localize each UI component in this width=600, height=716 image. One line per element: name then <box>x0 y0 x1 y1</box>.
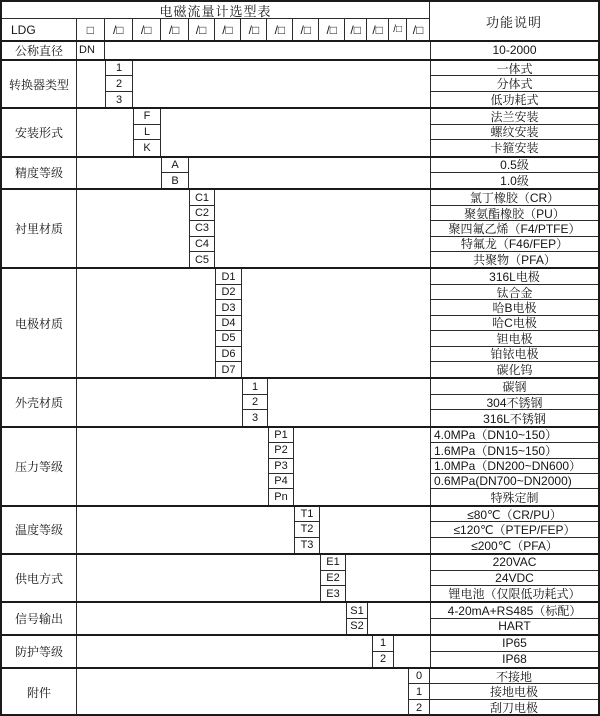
desc-cell: 钛合金 <box>431 285 598 300</box>
header-left <box>2 2 430 40</box>
desc-cell: 1.0级 <box>500 174 529 189</box>
model-digit-box: /□ <box>319 19 345 40</box>
model-digit-box: /□ <box>389 19 407 40</box>
code-cell: E2 <box>321 571 345 586</box>
code-cell: E1 <box>321 555 345 570</box>
code-cell: L <box>134 125 160 140</box>
desc-cell: 共聚物（PFA） <box>473 253 556 268</box>
filler <box>215 190 430 267</box>
code-cell: 3 <box>251 411 259 424</box>
code-cell: D4 <box>216 316 241 331</box>
model-digit-box: /□ <box>367 19 389 40</box>
code-cell: D5 <box>216 331 241 346</box>
desc-cell: 碳化钨 <box>496 363 533 378</box>
block-liner-material <box>2 188 598 267</box>
code-cell: P1 <box>269 428 293 443</box>
filler <box>77 636 372 667</box>
block-nominal-diameter <box>2 40 598 59</box>
desc-cell: 10-2000 <box>492 42 537 57</box>
filler <box>77 109 133 155</box>
model-digit-box: /□ <box>412 22 424 37</box>
filler <box>133 61 430 107</box>
desc-cell: HART <box>498 619 531 634</box>
code-cell: C5 <box>194 253 210 266</box>
code-cell: D1 <box>216 269 241 284</box>
category-label: 衬里材质 <box>2 190 77 267</box>
filler <box>320 507 430 553</box>
category-label: 电极材质 <box>2 269 77 377</box>
category-label: 压力等级 <box>2 428 77 505</box>
desc-cell: 24VDC <box>431 571 598 586</box>
desc-cell: ≤200℃（PFA） <box>471 538 558 553</box>
code-cell: 1 <box>409 684 429 699</box>
code-cell: P3 <box>269 459 293 474</box>
desc-cell: 哈C电极 <box>431 316 598 331</box>
code-cell: 1 <box>373 636 393 651</box>
desc-cell: 哈B电极 <box>431 300 598 315</box>
desc-cell: 聚四氟乙烯（F4/PTFE） <box>431 221 598 236</box>
desc-cell: 锂电池（仅限低功耗式） <box>448 587 581 602</box>
desc-cell: 法兰安装 <box>431 109 598 124</box>
filler <box>394 636 430 667</box>
desc-cell: 接地电极 <box>430 684 598 699</box>
model-digit-box: /□ <box>161 19 189 40</box>
category-label: 外壳材质 <box>2 379 77 425</box>
filler <box>77 669 408 715</box>
desc-cell: 刮刀电极 <box>489 701 538 716</box>
desc-cell: ≤80℃（CR/PU） <box>431 507 598 522</box>
model-digit-box: /□ <box>267 19 293 40</box>
category-label: 安装形式 <box>2 109 77 155</box>
model-prefix: LDG <box>2 19 77 40</box>
desc-cell: 碳钢 <box>431 379 598 394</box>
code-cell: P2 <box>269 443 293 458</box>
desc-cell: IP65 <box>431 636 598 651</box>
filler <box>294 428 430 505</box>
desc-cell: 特氟龙（F46/FEP） <box>431 237 598 252</box>
desc-cell: IP68 <box>502 652 527 667</box>
model-digit-box: /□ <box>215 19 242 40</box>
desc-cell: 铂铱电极 <box>431 347 598 362</box>
code-cell: 3 <box>115 93 123 106</box>
filler <box>77 190 189 267</box>
model-digit-box: /□ <box>345 19 367 40</box>
desc-cell: 0.6MPa(DN700~DN2000) <box>431 474 598 489</box>
code-cell: 0 <box>409 669 429 684</box>
code-cell: D3 <box>216 300 241 315</box>
table-header <box>2 2 598 40</box>
model-digit-box: /□ <box>189 19 215 40</box>
desc-cell: 316L不锈钢 <box>483 411 546 426</box>
category-label: 供电方式 <box>2 555 77 601</box>
code-cell: T2 <box>295 522 319 537</box>
desc-cell: ≤120℃（PTEP/FEP） <box>431 522 598 537</box>
code-cell: 2 <box>415 701 423 714</box>
model-digit-box: /□ <box>241 19 267 40</box>
filler <box>77 158 161 189</box>
code-cell: Pn <box>274 491 288 504</box>
filler <box>77 555 320 601</box>
block-signal-output <box>2 601 598 634</box>
filler <box>77 269 215 377</box>
filler <box>346 555 430 601</box>
filler <box>77 507 294 553</box>
block-converter-type <box>2 59 598 107</box>
code-cell: 1 <box>106 61 132 76</box>
filler <box>77 428 268 505</box>
block-protection-rating <box>2 634 598 667</box>
code-cell: T3 <box>300 539 314 552</box>
filler <box>105 42 430 59</box>
desc-cell: 304不锈钢 <box>431 395 598 410</box>
code-cell: 2 <box>379 653 387 666</box>
model-digit-box: /□ <box>105 19 133 40</box>
category-label: 防护等级 <box>2 636 77 667</box>
desc-cell: 特殊定制 <box>490 490 539 505</box>
desc-cell: 分体式 <box>431 76 598 91</box>
category-label: 温度等级 <box>2 507 77 553</box>
category-label: 转换器类型 <box>2 61 77 107</box>
block-installation-type <box>2 107 598 155</box>
code-cell: C2 <box>190 206 214 221</box>
block-power-supply <box>2 553 598 601</box>
category-label: 精度等级 <box>2 158 77 189</box>
desc-cell: 一体式 <box>431 61 598 76</box>
desc-cell: 4.0MPa（DN10~150） <box>431 428 598 443</box>
filler <box>77 379 242 425</box>
block-pressure-rating <box>2 426 598 505</box>
code-cell: D7 <box>221 363 236 376</box>
filler <box>161 109 430 155</box>
category-label: 附件 <box>2 669 77 715</box>
category-label: 公称直径 <box>2 42 77 59</box>
filler <box>368 603 430 634</box>
code-cell: K <box>143 141 151 154</box>
desc-cell: 1.6MPa（DN15~150） <box>431 443 598 458</box>
code-cell: F <box>134 109 160 124</box>
block-housing-material <box>2 377 598 425</box>
page-title: 电磁流量计选型表 <box>2 2 429 19</box>
code-cell: D6 <box>216 347 241 362</box>
desc-cell: 0.5级 <box>431 158 598 173</box>
filler <box>242 269 430 377</box>
code-cell: 2 <box>243 395 267 410</box>
filler <box>77 61 105 107</box>
desc-cell: 卡箍安装 <box>490 141 539 156</box>
code-cell: S2 <box>350 620 364 633</box>
model-digit-box: /□ <box>133 19 161 40</box>
code-cell: A <box>162 158 188 173</box>
desc-cell: 低功耗式 <box>490 93 539 108</box>
code-cell: S1 <box>347 603 367 618</box>
code-cell: C3 <box>190 221 214 236</box>
desc-cell: 4-20mA+RS485（标配） <box>431 603 598 618</box>
filler <box>268 379 430 425</box>
desc-cell: 1.0MPa（DN200~DN600） <box>431 459 598 474</box>
code-cell: C4 <box>190 237 214 252</box>
desc-cell: 钽电极 <box>431 331 598 346</box>
function-description-header: 功能说明 <box>485 14 542 30</box>
desc-cell: 聚氨酯橡胶（PU） <box>431 206 598 221</box>
category-label: 信号输出 <box>2 603 77 634</box>
code-cell: B <box>171 174 179 187</box>
desc-cell: 316L电极 <box>431 269 598 284</box>
model-digit-box: /□ <box>293 19 319 40</box>
desc-cell: 不接地 <box>430 669 598 684</box>
filler <box>189 158 430 189</box>
model-digit-box: □ <box>77 19 105 40</box>
code-cell: 2 <box>106 76 132 91</box>
code-cell: 1 <box>243 379 267 394</box>
model-code-row <box>2 19 429 40</box>
filler <box>77 603 346 634</box>
block-temperature-rating <box>2 505 598 553</box>
block-accessories <box>2 667 598 715</box>
code-cell: DN <box>79 43 95 56</box>
desc-cell: 螺纹安装 <box>431 125 598 140</box>
code-cell: T1 <box>295 507 319 522</box>
code-cell: P4 <box>269 474 293 489</box>
desc-cell: 氯丁橡胶（CR） <box>431 190 598 205</box>
block-accuracy-class <box>2 156 598 189</box>
code-cell: D2 <box>216 285 241 300</box>
code-cell: C1 <box>190 190 214 205</box>
desc-cell: 220VAC <box>431 555 598 570</box>
code-cell: E3 <box>326 587 340 600</box>
block-electrode-material <box>2 267 598 377</box>
